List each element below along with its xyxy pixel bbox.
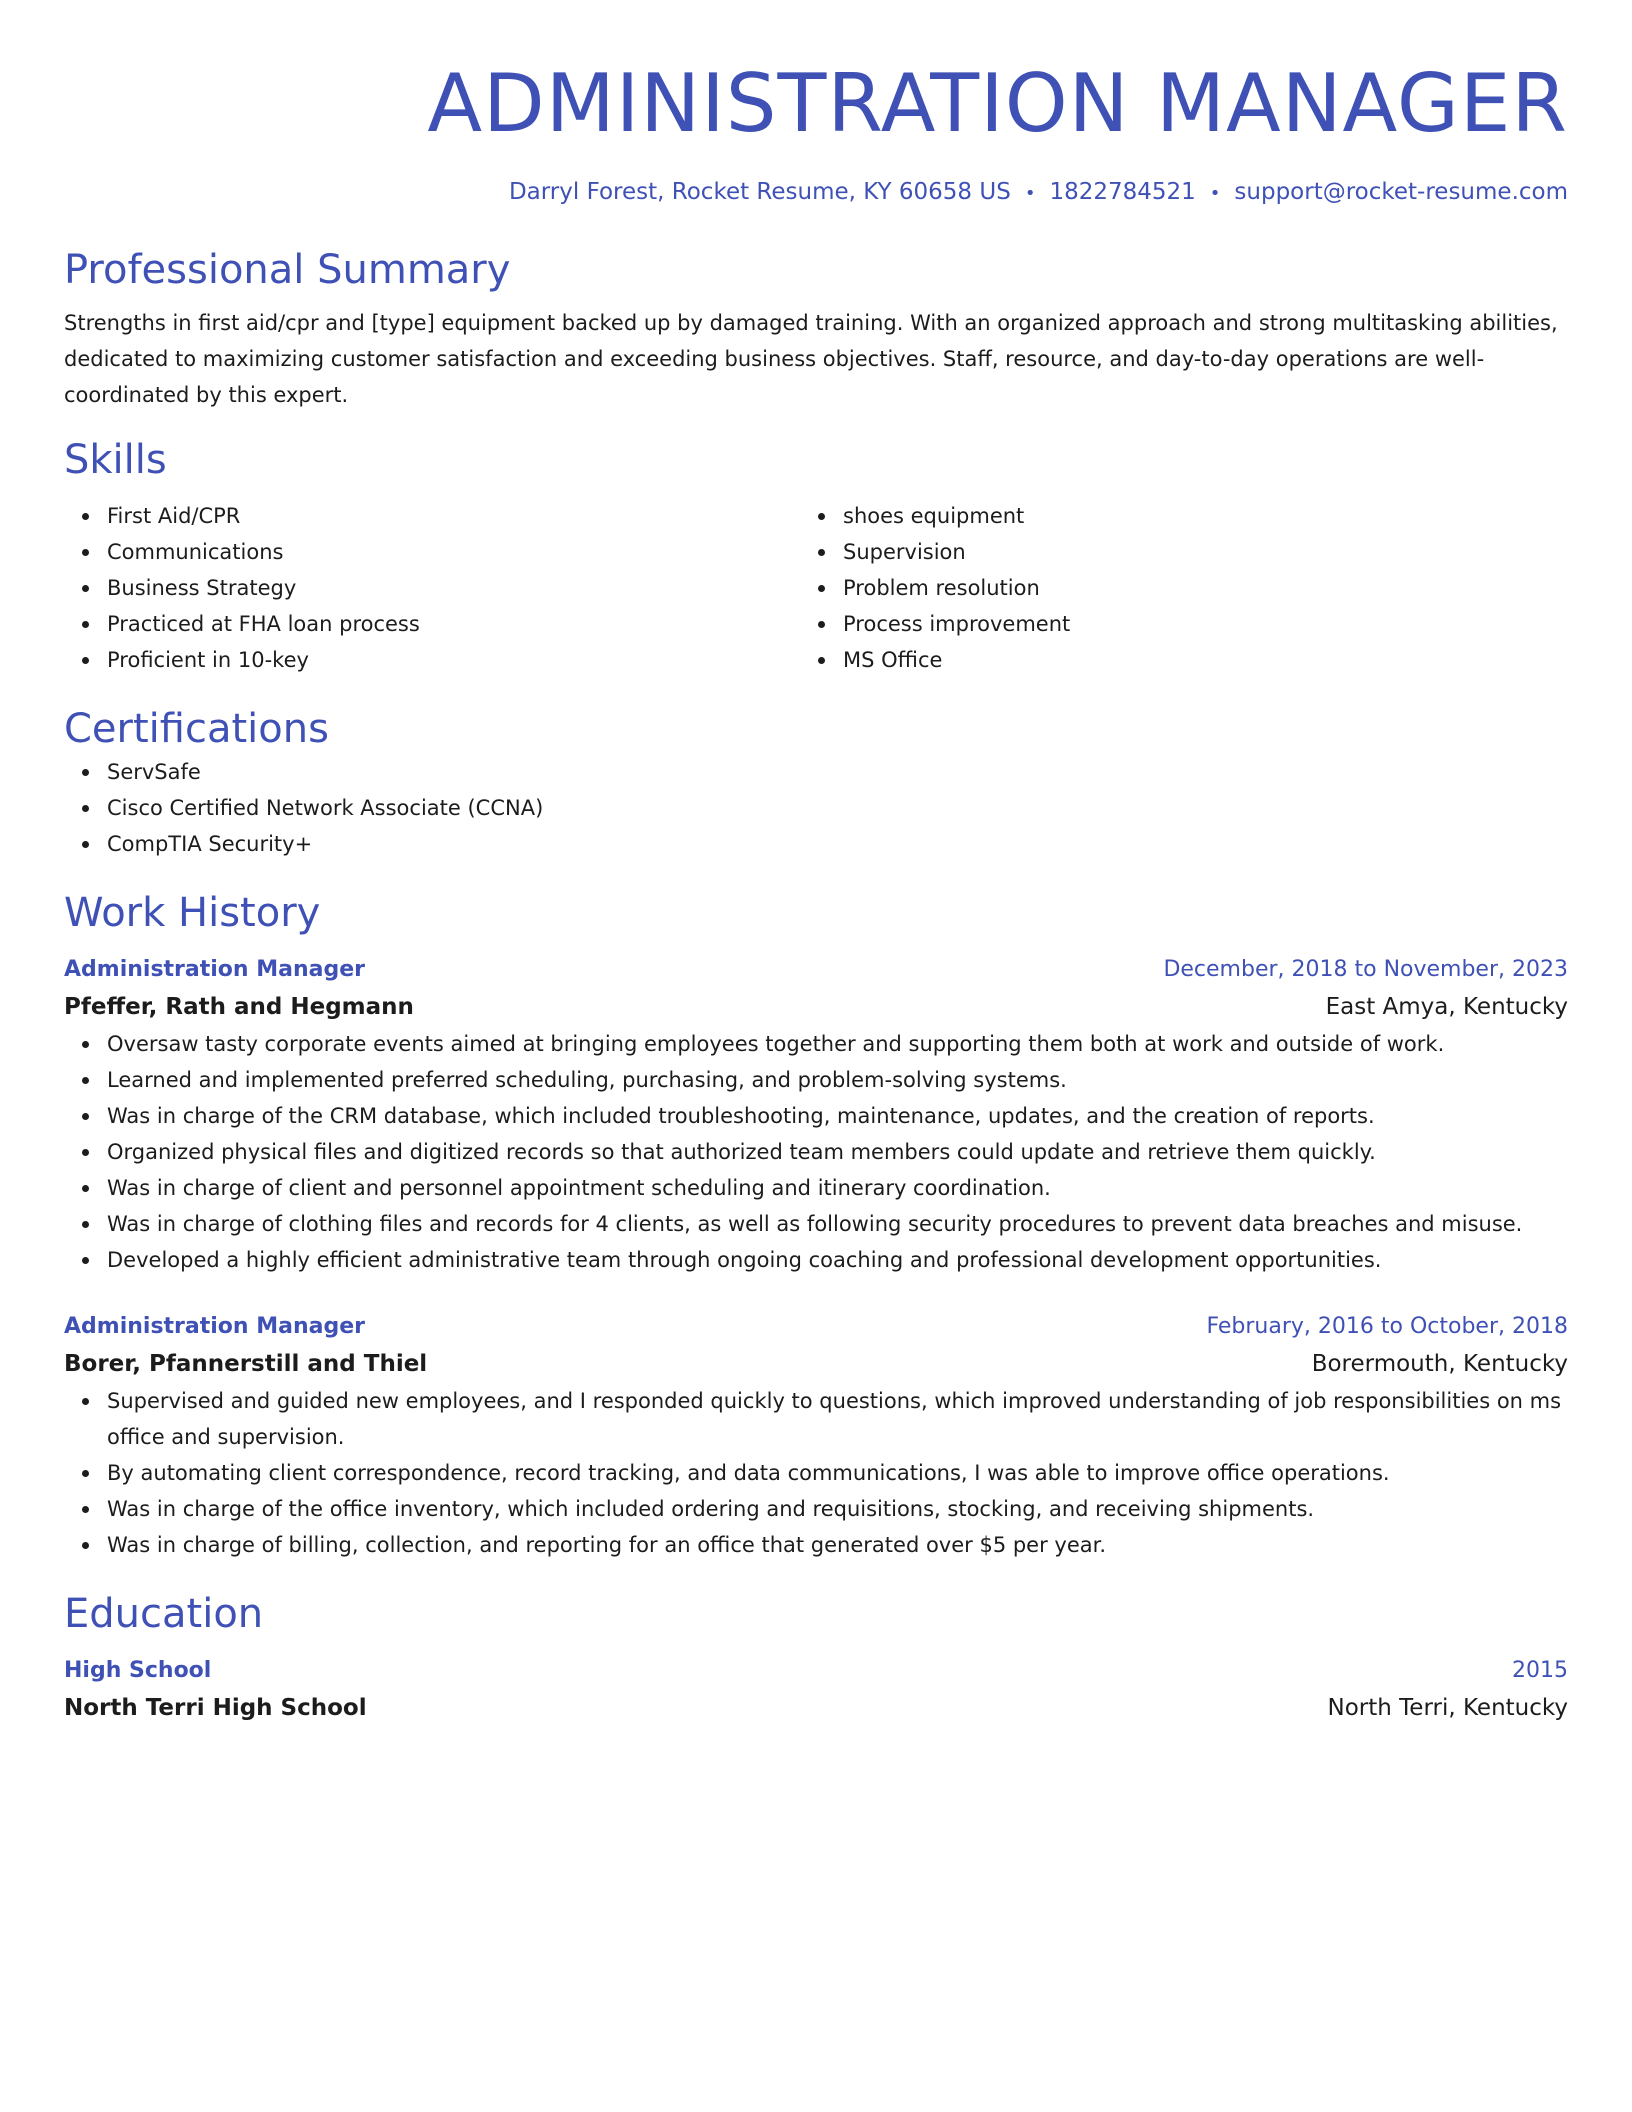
job-responsibilities xyxy=(64,1383,1568,1563)
job-location: Borermouth, Kentucky xyxy=(1311,1351,1568,1377)
certification-item: ServSafe xyxy=(64,754,1568,790)
section-heading-work-history: Work History xyxy=(64,890,321,936)
responsibility-item: Was in charge of billing, collection, and reporting for an office that generated over $5 per year. xyxy=(64,1527,1568,1563)
certifications-section xyxy=(64,704,1568,862)
contact-line xyxy=(64,177,1568,209)
resume-title: ADMINISTRATION MANAGER xyxy=(427,57,1568,150)
education-degree-row xyxy=(64,1652,1568,1689)
skill-item: Communications xyxy=(64,534,800,570)
job-dates: December, 2018 to November, 2023 xyxy=(1163,957,1568,982)
summary-text: Strengths in first aid/cpr and [type] equipment backed up by damaged training. With an organized approach and strong multitasking abilities, dedicated to maximizing customer satisfaction and exceeding business objectives. Staff, resource, and day-to-day operations are well-coordinated by this expert. xyxy=(64,311,1558,407)
skills-grid xyxy=(64,498,1568,678)
job-company: Borer, Pfannerstill and Thiel xyxy=(64,1351,428,1377)
job-title: Administration Manager xyxy=(64,1314,366,1339)
skill-item: First Aid/CPR xyxy=(64,498,800,534)
section-heading-summary: Professional Summary xyxy=(64,247,511,293)
contact-separator: • xyxy=(1209,183,1221,204)
professional-summary-section xyxy=(64,245,1568,413)
skill-item: Process improvement xyxy=(800,606,1536,642)
section-heading-education: Education xyxy=(64,1591,264,1637)
job-title-row xyxy=(64,951,1568,988)
certification-item: CompTIA Security+ xyxy=(64,826,1568,862)
responsibility-item: Organized physical files and digitized records so that authorized team members could update and retrieve them quickly. xyxy=(64,1134,1568,1170)
responsibility-item: Supervised and guided new employees, and I responded quickly to questions, which improved understanding of job responsibilities on ms office and supervision. xyxy=(64,1383,1568,1455)
contact-separator: • xyxy=(1024,183,1036,204)
responsibility-item: Oversaw tasty corporate events aimed at bringing employees together and supporting them both at work and outside of work. xyxy=(64,1026,1568,1062)
responsibility-item: Was in charge of the CRM database, which included troubleshooting, maintenance, updates, and the creation of reports. xyxy=(64,1098,1568,1134)
job-title-row xyxy=(64,1308,1568,1345)
skill-item: Problem resolution xyxy=(800,570,1536,606)
work-history-section xyxy=(64,888,1568,1563)
certifications-list xyxy=(64,754,1568,862)
job-entry xyxy=(64,951,1568,1278)
skill-item: Business Strategy xyxy=(64,570,800,606)
skills-list-right xyxy=(800,498,1536,678)
skill-item: Proficient in 10-key xyxy=(64,642,800,678)
skills-list-left xyxy=(64,498,800,678)
contact-email[interactable]: support@rocket-resume.com xyxy=(1234,179,1568,205)
job-company-row xyxy=(64,988,1568,1026)
education-section xyxy=(64,1589,1568,1727)
education-year: 2015 xyxy=(1512,1658,1568,1683)
job-responsibilities xyxy=(64,1026,1568,1278)
responsibility-item: Was in charge of client and personnel appointment scheduling and itinerary coordination. xyxy=(64,1170,1568,1206)
education-entry xyxy=(64,1652,1568,1727)
skill-item: shoes equipment xyxy=(800,498,1536,534)
responsibility-item: Was in charge of clothing files and records for 4 clients, as well as following security procedures to prevent data breaches and misuse. xyxy=(64,1206,1568,1242)
responsibility-item: Learned and implemented preferred scheduling, purchasing, and problem-solving systems. xyxy=(64,1062,1568,1098)
resume-header xyxy=(64,0,1568,209)
education-degree: High School xyxy=(64,1658,212,1683)
job-company: Pfeffer, Rath and Hegmann xyxy=(64,994,414,1020)
skill-item: Practiced at FHA loan process xyxy=(64,606,800,642)
contact-address: Darryl Forest, Rocket Resume, KY 60658 US xyxy=(508,179,1011,205)
skills-section xyxy=(64,435,1568,678)
job-dates: February, 2016 to October, 2018 xyxy=(1206,1314,1568,1339)
contact-phone[interactable]: 1822784521 xyxy=(1049,179,1196,205)
responsibility-item: Developed a highly efficient administrative team through ongoing coaching and professional development opportunities. xyxy=(64,1242,1568,1278)
education-location: North Terri, Kentucky xyxy=(1327,1695,1568,1721)
responsibility-item: Was in charge of the office inventory, which included ordering and requisitions, stocking, and receiving shipments. xyxy=(64,1491,1568,1527)
skill-item: Supervision xyxy=(800,534,1536,570)
job-company-row xyxy=(64,1345,1568,1383)
section-heading-skills: Skills xyxy=(64,437,167,483)
job-location: East Amya, Kentucky xyxy=(1325,994,1568,1020)
certification-item: Cisco Certified Network Associate (CCNA) xyxy=(64,790,1568,826)
skill-item: MS Office xyxy=(800,642,1536,678)
education-school: North Terri High School xyxy=(64,1695,367,1721)
job-entry xyxy=(64,1308,1568,1563)
responsibility-item: By automating client correspondence, record tracking, and data communications, I was able to improve office operations. xyxy=(64,1455,1568,1491)
education-school-row xyxy=(64,1689,1568,1727)
job-title: Administration Manager xyxy=(64,957,366,982)
section-heading-certifications: Certifications xyxy=(64,706,329,752)
